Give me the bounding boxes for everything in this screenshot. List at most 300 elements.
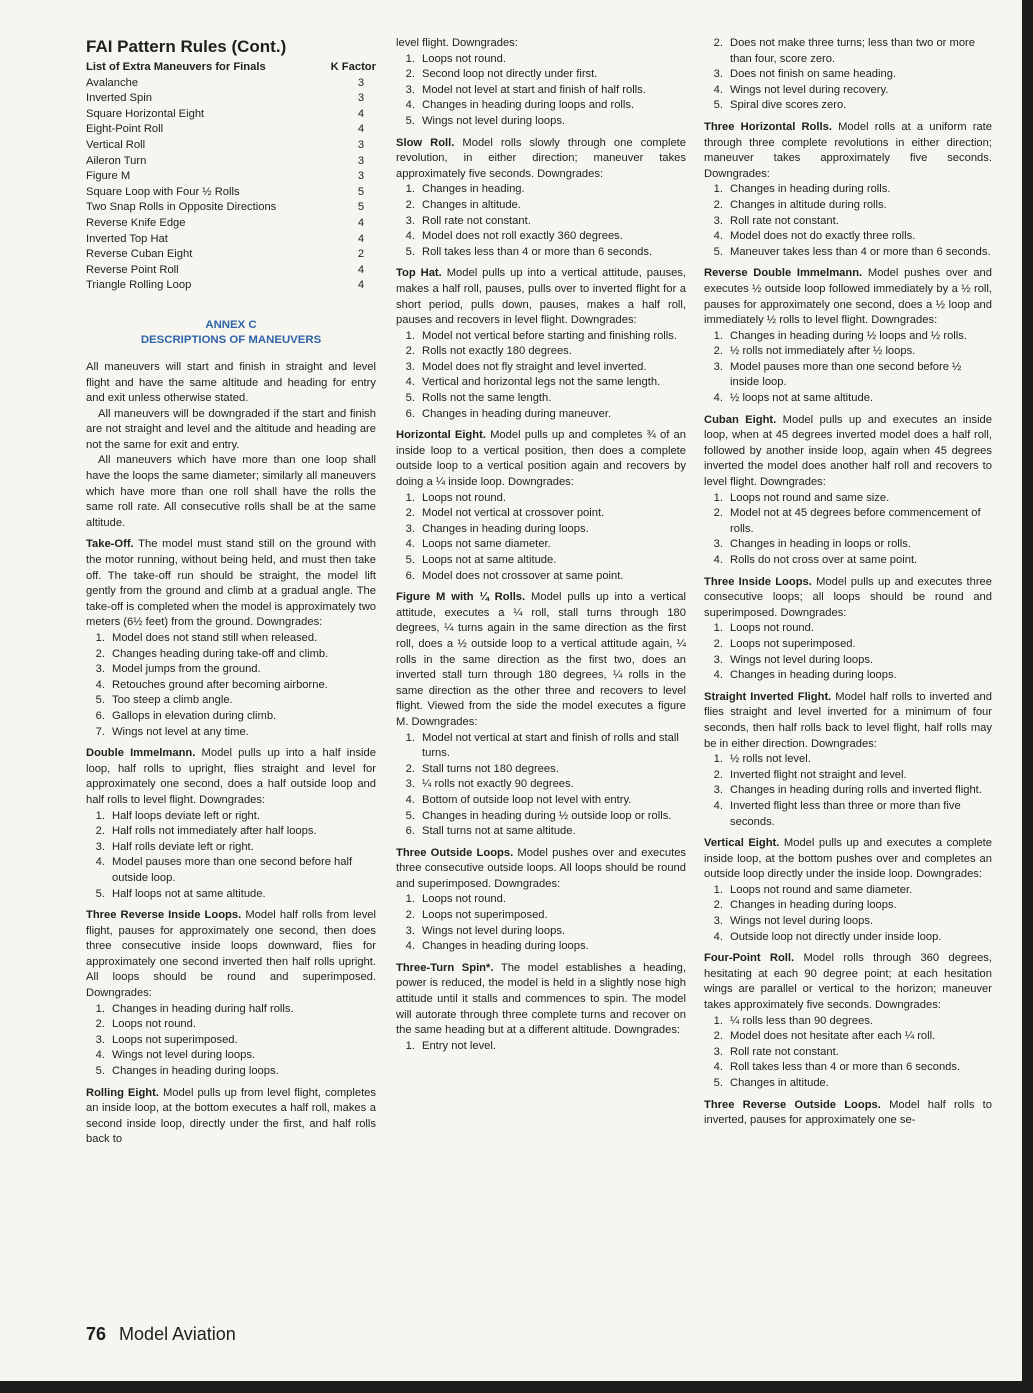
maneuver-section (704, 836, 992, 945)
maneuver-row (86, 154, 376, 170)
downgrades-list (396, 329, 686, 423)
maneuver-description (704, 690, 992, 752)
downgrade-text: Changes in heading during loops and rolls. (422, 99, 635, 112)
column-3 (704, 36, 992, 1129)
downgrade-item (396, 391, 686, 407)
downgrade-number: 2. (713, 198, 723, 211)
downgrade-number: 3. (713, 214, 723, 227)
downgrade-item (704, 914, 992, 930)
downgrade-number: 4. (713, 930, 723, 943)
downgrade-text: Loops not round. (112, 1018, 196, 1031)
k-factor-value: 3 (357, 76, 365, 89)
maneuver-section (704, 413, 992, 569)
downgrade-number: 5. (405, 809, 415, 822)
downgrade-item (396, 214, 686, 230)
downgrade-item (704, 83, 992, 99)
downgrade-item (396, 777, 686, 793)
maneuver-text: Model pulls up and completes ¾ of an inside loop to a vertical position, then does a complete outside loop to a vertical position again and recovers by doing a ¼ inside loop. Downgrades: (396, 429, 686, 489)
downgrade-item (86, 809, 376, 825)
downgrade-text: Changes in heading during rolls. (730, 183, 891, 196)
downgrade-text: ½ rolls not level. (730, 753, 811, 766)
maneuver-text: Model pulls up into a vertical attitude, pauses, makes a half roll, pauses, pulls over to inverted flight for a short period, pulls down, pauses, makes a half roll, pauses and recovers in level flight. Downgrades: (396, 267, 686, 327)
downgrade-text: Loops not superimposed. (112, 1033, 238, 1046)
maneuver-section (396, 136, 686, 261)
downgrade-item (704, 768, 992, 784)
downgrade-text: Model does not do exactly three rolls. (730, 230, 916, 243)
downgrade-text: Changes heading during take-off and climb. (112, 647, 329, 660)
downgrade-text: Changes in heading during loops. (730, 669, 897, 682)
downgrades-list (86, 1002, 376, 1080)
downgrade-text: Changes in altitude. (730, 1077, 829, 1089)
maneuver-text: Model pulls up and executes an inside loop, when at 45 degrees inverted model does a half roll, followed by another inside loop, again when 45 degrees inverted the model does another half roll and recovers to level flight. Downgrades: (704, 413, 992, 489)
downgrade-item (704, 214, 992, 230)
k-factor-value: 4 (357, 279, 365, 292)
annex-title: ANNEX C (205, 318, 257, 331)
maneuver-description (704, 120, 992, 182)
downgrade-number: 1. (405, 731, 415, 744)
downgrade-text: Model does not stand still when released. (112, 632, 318, 644)
downgrade-item (704, 653, 992, 669)
downgrade-text: Wings not level during loops. (730, 653, 874, 666)
downgrade-item (396, 731, 686, 762)
k-factor-value: 3 (357, 170, 365, 183)
downgrade-number: 2. (405, 345, 415, 358)
page-number: 76 (86, 1324, 107, 1344)
downgrade-number: 3. (405, 924, 415, 937)
k-factor-heading: K Factor (330, 61, 376, 73)
downgrade-text: Roll rate not constant. (422, 214, 531, 227)
downgrade-item (704, 491, 992, 507)
page-title: FAI Pattern Rules (Cont.) (86, 37, 287, 56)
maneuver-description (396, 590, 686, 730)
maneuver-description (86, 908, 376, 1002)
downgrade-text: Model does not fly straight and level inverted. (422, 360, 647, 373)
downgrade-item (704, 783, 992, 799)
downgrade-text: Stall turns not 180 degrees. (422, 762, 559, 775)
downgrade-number: 5. (405, 554, 415, 566)
downgrade-item (396, 569, 686, 585)
downgrade-item (86, 678, 376, 694)
maneuver-row (86, 185, 376, 201)
downgrade-item (704, 245, 992, 261)
maneuver-description (86, 537, 376, 631)
maneuver-name: Two Snap Rolls in Opposite Directions (86, 201, 277, 214)
maneuver-section (86, 908, 376, 1080)
downgrade-item (396, 52, 686, 68)
maneuver-description (396, 961, 686, 1039)
downgrade-item (86, 887, 376, 903)
downgrades-list (396, 491, 686, 585)
downgrade-text: Wings not level during loops. (422, 114, 566, 127)
maneuver-name: Inverted Spin (86, 92, 152, 105)
magazine-name: Model Aviation (119, 1324, 236, 1344)
k-factor-value: 4 (357, 107, 365, 120)
downgrade-item (704, 391, 992, 407)
downgrade-item (86, 725, 376, 741)
downgrade-text: Changes in heading during ½ outside loop or rolls. (422, 809, 672, 822)
maneuver-row (86, 76, 376, 92)
downgrade-number: 4. (713, 554, 723, 566)
downgrade-item (704, 229, 992, 245)
maneuver-description (704, 413, 992, 491)
downgrades-list (396, 1039, 686, 1055)
downgrade-text: Does not make three turns; less than two or more than four, score zero. (730, 37, 975, 65)
downgrade-text: Changes in heading during loops. (422, 522, 589, 535)
downgrade-item (396, 182, 686, 198)
downgrade-text: Changes in heading during maneuver. (422, 407, 612, 420)
maneuver-section (704, 120, 992, 260)
downgrade-item (86, 1033, 376, 1049)
downgrade-number: 2. (95, 647, 105, 660)
downgrade-number: 1. (713, 1014, 723, 1027)
k-factor-value: 5 (357, 201, 365, 214)
downgrade-item (396, 824, 686, 840)
downgrades-list (704, 1014, 992, 1092)
downgrade-number: 2. (713, 637, 723, 650)
maneuver-text: Model pulls up into a half inside loop, half rolls to upright, flies straight and level for approximately one second, does a half outside loop and half rolls to level flight. Downgrades: (86, 747, 376, 806)
maneuver-text: Model half rolls to inverted and flies straight and level inverted for a minimum of four seconds, then half rolls back to level flight, half rolls may be in either direction. Downgrades: (704, 690, 992, 750)
k-factor-value: 3 (357, 138, 365, 151)
downgrade-number: 1. (713, 622, 723, 635)
intro-paragraph: All maneuvers will start and finish in straight and level flight and have the same altitude and heading for entry and exit unless otherwise stated. (86, 360, 376, 405)
downgrade-text: Wings not level during recovery. (730, 83, 889, 96)
downgrade-text: Wings not level during loops. (730, 915, 874, 928)
maneuver-text: Model rolls through 360 degrees, hesitating at each 90 degree point; at each hesitation wings are parallel or vertical to the horizon; maneuver takes approximately five seconds. Downgrades: (704, 952, 993, 1012)
downgrade-text: Changes in heading during loops. (112, 1065, 279, 1078)
maneuver-section (396, 36, 686, 130)
downgrade-number: 2. (713, 899, 723, 912)
downgrade-item (86, 824, 376, 840)
downgrade-text: Half loops not at same altitude. (112, 887, 266, 900)
maneuver-name: Reverse Cuban Eight (86, 248, 193, 261)
maneuver-section (704, 1098, 992, 1129)
downgrade-number: 5. (95, 1065, 105, 1078)
maneuver-description (86, 746, 376, 808)
downgrade-text: Roll rate not constant. (730, 214, 839, 227)
maneuver-description (396, 266, 686, 328)
downgrade-item (86, 1002, 376, 1018)
maneuver-row (86, 247, 376, 263)
downgrade-text: Inverted flight less than three or more than five seconds. (730, 799, 961, 828)
downgrade-number: 3. (713, 653, 723, 666)
downgrade-text: Loops not round. (730, 622, 814, 635)
downgrade-text: ¼ rolls not exactly 90 degrees. (422, 778, 574, 791)
downgrade-number: 7. (95, 725, 105, 738)
maneuver-text: Model pulls up from level flight, completes an inside loop, at the bottom executes a half roll, makes a second inside loop, directly under the first, and half rolls back to (86, 1086, 377, 1146)
downgrade-number: 2. (95, 1018, 105, 1031)
downgrade-item (396, 98, 686, 114)
downgrade-number: 1. (405, 52, 415, 65)
downgrade-number: 1. (405, 491, 415, 504)
maneuver-section (704, 575, 992, 684)
downgrades-list (396, 731, 686, 840)
downgrade-item (704, 1060, 992, 1076)
maneuver-name: Vertical Roll (86, 138, 146, 151)
downgrade-number: 2. (713, 345, 723, 358)
downgrade-item (704, 360, 992, 391)
maneuver-name: Eight-Point Roll (86, 123, 164, 136)
downgrade-number: 4. (405, 538, 415, 551)
downgrade-number: 5. (405, 392, 415, 405)
downgrade-text: ½ loops not at same altitude. (730, 392, 874, 405)
downgrade-text: Model not vertical at start and finish of rolls and stall turns. (422, 731, 679, 760)
downgrade-text: Model pauses more than one second before ½ inside loop. (730, 360, 962, 389)
maneuver-section (704, 690, 992, 830)
column-2-sections (396, 36, 686, 1054)
downgrade-text: Loops not superimposed. (730, 637, 856, 650)
downgrade-number: 4. (405, 940, 415, 953)
downgrade-number: 4. (95, 678, 105, 691)
maneuver-text: Model pulls up into a vertical attitude, executes a ¼ roll, stall turns through 180 degrees, ¼ turns again in the same direction as the first roll, does a ½ outside loop to a vertical attitude again, ¼ rolls in the same direction as the first two, does an inverted stall turn through 180 degrees, ¼ rolls in the same direction as the other three and recovers to level flight. Viewed from the side the model executes a figure M. Downgrades: (396, 591, 686, 728)
maneuver-title: Reverse Double Immelmann. (704, 267, 863, 280)
downgrade-item (704, 98, 992, 114)
downgrade-number: 2. (405, 909, 415, 922)
downgrade-number: 1. (405, 1039, 415, 1052)
downgrade-number: 3. (405, 214, 415, 227)
downgrade-item (704, 637, 992, 653)
maneuver-name: Square Horizontal Eight (86, 107, 205, 120)
downgrade-item (704, 898, 992, 914)
downgrade-item (704, 344, 992, 360)
downgrade-number: 6. (95, 709, 105, 722)
downgrade-item (396, 892, 686, 908)
maneuver-section (396, 428, 686, 584)
k-factor-value: 4 (357, 123, 365, 136)
maneuver-description (396, 846, 686, 893)
maneuver-description (396, 36, 686, 52)
annex-heading (86, 318, 376, 348)
downgrade-text: Maneuver takes less than 4 or more than 6 seconds. (730, 245, 991, 258)
downgrade-text: Does not finish on same heading. (730, 68, 897, 81)
downgrade-text: Spiral dive scores zero. (730, 99, 847, 112)
downgrade-item (396, 809, 686, 825)
annex-subtitle: DESCRIPTIONS OF MANEUVERS (140, 333, 322, 346)
maneuver-name: Avalanche (86, 76, 139, 89)
downgrade-item (86, 1064, 376, 1080)
downgrade-number: 4. (95, 1049, 105, 1062)
downgrade-number: 3. (405, 778, 415, 791)
downgrade-text: Roll takes less than 4 or more than 6 seconds. (730, 1061, 961, 1074)
downgrade-text: Wings not level during loops. (112, 1049, 256, 1062)
downgrade-item (704, 198, 992, 214)
downgrade-number: 1. (405, 329, 415, 342)
downgrade-item (396, 522, 686, 538)
downgrade-number: 4. (405, 230, 415, 243)
downgrade-text: Changes in heading in loops or rolls. (730, 538, 911, 551)
maneuver-title: Horizontal Eight. (396, 429, 486, 442)
maneuver-description (396, 428, 686, 490)
downgrade-item (86, 840, 376, 856)
downgrades-list (396, 52, 686, 130)
downgrade-item (86, 855, 376, 886)
downgrade-number: 4. (405, 376, 415, 389)
downgrade-item (704, 930, 992, 946)
downgrade-text: Vertical and horizontal legs not the same length. (422, 376, 661, 389)
maneuver-section (704, 36, 992, 114)
downgrade-number: 2. (405, 762, 415, 775)
downgrades-list (704, 491, 992, 569)
downgrade-item (704, 799, 992, 830)
maneuver-row (86, 278, 376, 294)
downgrade-text: Model pauses more than one second before half outside loop. (112, 856, 353, 884)
downgrade-item (396, 329, 686, 345)
maneuver-title: Vertical Eight. (704, 837, 780, 850)
downgrade-text: Wings not level during loops. (422, 924, 566, 937)
downgrade-number: 2. (713, 1030, 723, 1043)
maneuver-text: Model pushes over and executes ½ outside loop followed immediately by a ½ roll, pauses for approximately one second, does a ½ loop and immediately ½ rolls to level flight. Downgrades: (704, 267, 993, 327)
downgrade-item (396, 908, 686, 924)
downgrades-list (396, 892, 686, 954)
downgrade-item (86, 1017, 376, 1033)
downgrade-number: 3. (405, 83, 415, 96)
downgrade-text: ¼ rolls less than 90 degrees. (730, 1014, 874, 1027)
downgrade-item (704, 1014, 992, 1030)
maneuver-description (704, 575, 992, 622)
maneuver-title: Three Reverse Inside Loops. (86, 909, 242, 922)
downgrade-item (396, 229, 686, 245)
downgrade-number: 4. (713, 799, 723, 812)
maneuver-row (86, 107, 376, 123)
downgrade-text: Model not at 45 degrees before commencement of rolls. (730, 507, 981, 535)
k-factor-value: 3 (357, 92, 365, 105)
downgrade-text: Changes in altitude during rolls. (730, 198, 887, 211)
downgrade-text: Half rolls deviate left or right. (112, 840, 254, 853)
downgrade-item (704, 752, 992, 768)
downgrade-number: 6. (405, 825, 415, 838)
downgrade-item (704, 36, 992, 67)
downgrade-text: Half loops deviate left or right. (112, 809, 260, 822)
maneuver-description (704, 951, 992, 1013)
downgrade-item (86, 662, 376, 678)
maneuver-section (86, 746, 376, 902)
downgrade-text: Wings not level at any time. (112, 725, 249, 738)
downgrade-item (704, 883, 992, 899)
downgrade-number: 3. (405, 522, 415, 535)
downgrade-item (86, 693, 376, 709)
maneuver-section (396, 846, 686, 955)
downgrade-number: 3. (95, 1033, 105, 1046)
downgrade-text: Changes in heading during loops. (730, 899, 897, 912)
maneuver-row (86, 169, 376, 185)
intro-paragraph: All maneuvers will be downgraded if the start and finish are not straight and level and the altitude and heading are not the same for exit and entry. (86, 407, 376, 451)
downgrade-number: 4. (713, 392, 723, 405)
downgrade-number: 2. (713, 507, 723, 520)
maneuver-text: Model rolls slowly through one complete revolution, in either direction; maneuver takes approximately five seconds. Downgrades: (396, 136, 686, 180)
downgrade-text: Stall turns not at same altitude. (422, 825, 576, 838)
maneuver-title: Double Immelmann. (86, 747, 196, 760)
extra-maneuvers-list (86, 76, 376, 294)
downgrade-number: 3. (713, 784, 723, 797)
k-factor-value: 4 (357, 263, 365, 276)
downgrade-number: 3. (713, 68, 723, 81)
downgrade-number: 6. (405, 569, 415, 582)
downgrade-text: Changes in heading during ½ loops and ½ rolls. (730, 329, 967, 342)
downgrades-list (704, 621, 992, 683)
downgrade-number: 1. (713, 753, 723, 766)
downgrades-list (396, 182, 686, 260)
maneuver-name: Inverted Top Hat (86, 232, 168, 245)
maneuver-section (86, 537, 376, 740)
maneuver-text: The model establishes a heading, power is reduced, the model is held in a slightly nose high attitude until it stalls and commences to spin. The model will autorate through three complete turns and recover on the same heading but at a different altitude. Downgrades: (396, 961, 686, 1037)
downgrade-number: 1. (95, 1002, 105, 1015)
downgrade-item (396, 553, 686, 569)
column-2 (396, 36, 686, 1054)
downgrade-number: 1. (713, 883, 723, 896)
downgrades-list (704, 182, 992, 260)
maneuver-section (396, 961, 686, 1055)
maneuver-text: Model half rolls to inverted, pauses for approximately one se- (704, 1098, 992, 1127)
downgrade-item (86, 709, 376, 725)
maneuver-row (86, 122, 376, 138)
downgrade-text: Inverted flight not straight and level. (730, 768, 907, 781)
downgrade-text: Changes in heading during half rolls. (112, 1002, 294, 1015)
maneuver-row (86, 138, 376, 154)
maneuver-text: level flight. Downgrades: (396, 37, 518, 49)
downgrade-item (704, 182, 992, 198)
downgrade-text: Retouches ground after becoming airborne. (112, 678, 328, 691)
downgrades-list (704, 36, 992, 114)
maneuver-title: Three Inside Loops. (704, 575, 812, 588)
downgrade-item (396, 360, 686, 376)
downgrade-item (396, 537, 686, 553)
downgrade-text: Outside loop not directly under inside loop. (730, 930, 942, 943)
downgrade-number: 5. (405, 245, 415, 258)
downgrade-number: 6. (405, 407, 415, 420)
downgrade-number: 2. (713, 768, 723, 781)
maneuver-title: Figure M with ¼ Rolls. (396, 591, 526, 604)
downgrade-item (704, 1045, 992, 1061)
downgrade-item (396, 762, 686, 778)
downgrade-number: 2. (405, 68, 415, 81)
downgrade-text: Model jumps from the ground. (112, 663, 261, 676)
maneuver-text: The model must stand still on the ground with the motor running, without being held, and must then take off. The take-off run should be straight, the model lift gently from the ground and climb at a gradual angle. The take-off is completed when the model is approximately two meters (6½ feet) from the ground. Downgrades: (86, 538, 376, 629)
downgrade-text: Model not vertical before starting and finishing rolls. (422, 329, 677, 342)
maneuver-name: Square Loop with Four ½ Rolls (86, 185, 240, 198)
downgrade-item (704, 1029, 992, 1045)
downgrade-number: 1. (713, 329, 723, 342)
maneuver-title: Slow Roll. (396, 136, 455, 149)
downgrade-number: 3. (713, 1045, 723, 1058)
downgrade-number: 3. (405, 360, 415, 373)
downgrade-text: Gallops in elevation during climb. (112, 709, 277, 722)
downgrade-text: Model does not hesitate after each ¼ roll. (730, 1030, 936, 1043)
downgrade-item (396, 939, 686, 955)
k-factor-value: 5 (357, 185, 365, 198)
maneuver-section (396, 590, 686, 840)
downgrade-number: 3. (713, 915, 723, 928)
column-1-sections (86, 537, 376, 1148)
downgrade-text: Model not vertical at crossover point. (422, 507, 605, 520)
k-factor-value: 4 (357, 216, 365, 229)
maneuver-text: Model pulls up and executes three consecutive loops; all loops should be round and superimposed. Downgrades: (704, 575, 992, 619)
downgrade-text: Changes in heading. (422, 183, 525, 196)
downgrade-text: Loops not round and same size. (730, 491, 890, 504)
downgrade-text: ½ rolls not immediately after ½ loops. (730, 345, 916, 358)
downgrade-text: Rolls do not cross over at same point. (730, 554, 918, 566)
downgrade-text: Loops not round. (422, 893, 506, 906)
downgrade-item (704, 537, 992, 553)
downgrade-number: 5. (405, 114, 415, 127)
downgrade-item (396, 198, 686, 214)
downgrade-text: Model not level at start and finish of half rolls. (422, 83, 646, 96)
downgrade-item (396, 67, 686, 83)
downgrade-text: Model does not roll exactly 360 degrees. (422, 230, 623, 243)
maneuver-title: Three Horizontal Rolls. (704, 120, 832, 133)
downgrade-text: Loops not at same altitude. (422, 554, 557, 566)
downgrade-number: 2. (95, 825, 105, 838)
k-factor-value: 3 (357, 154, 365, 167)
extra-maneuvers-heading: List of Extra Maneuvers for Finals (86, 61, 266, 73)
